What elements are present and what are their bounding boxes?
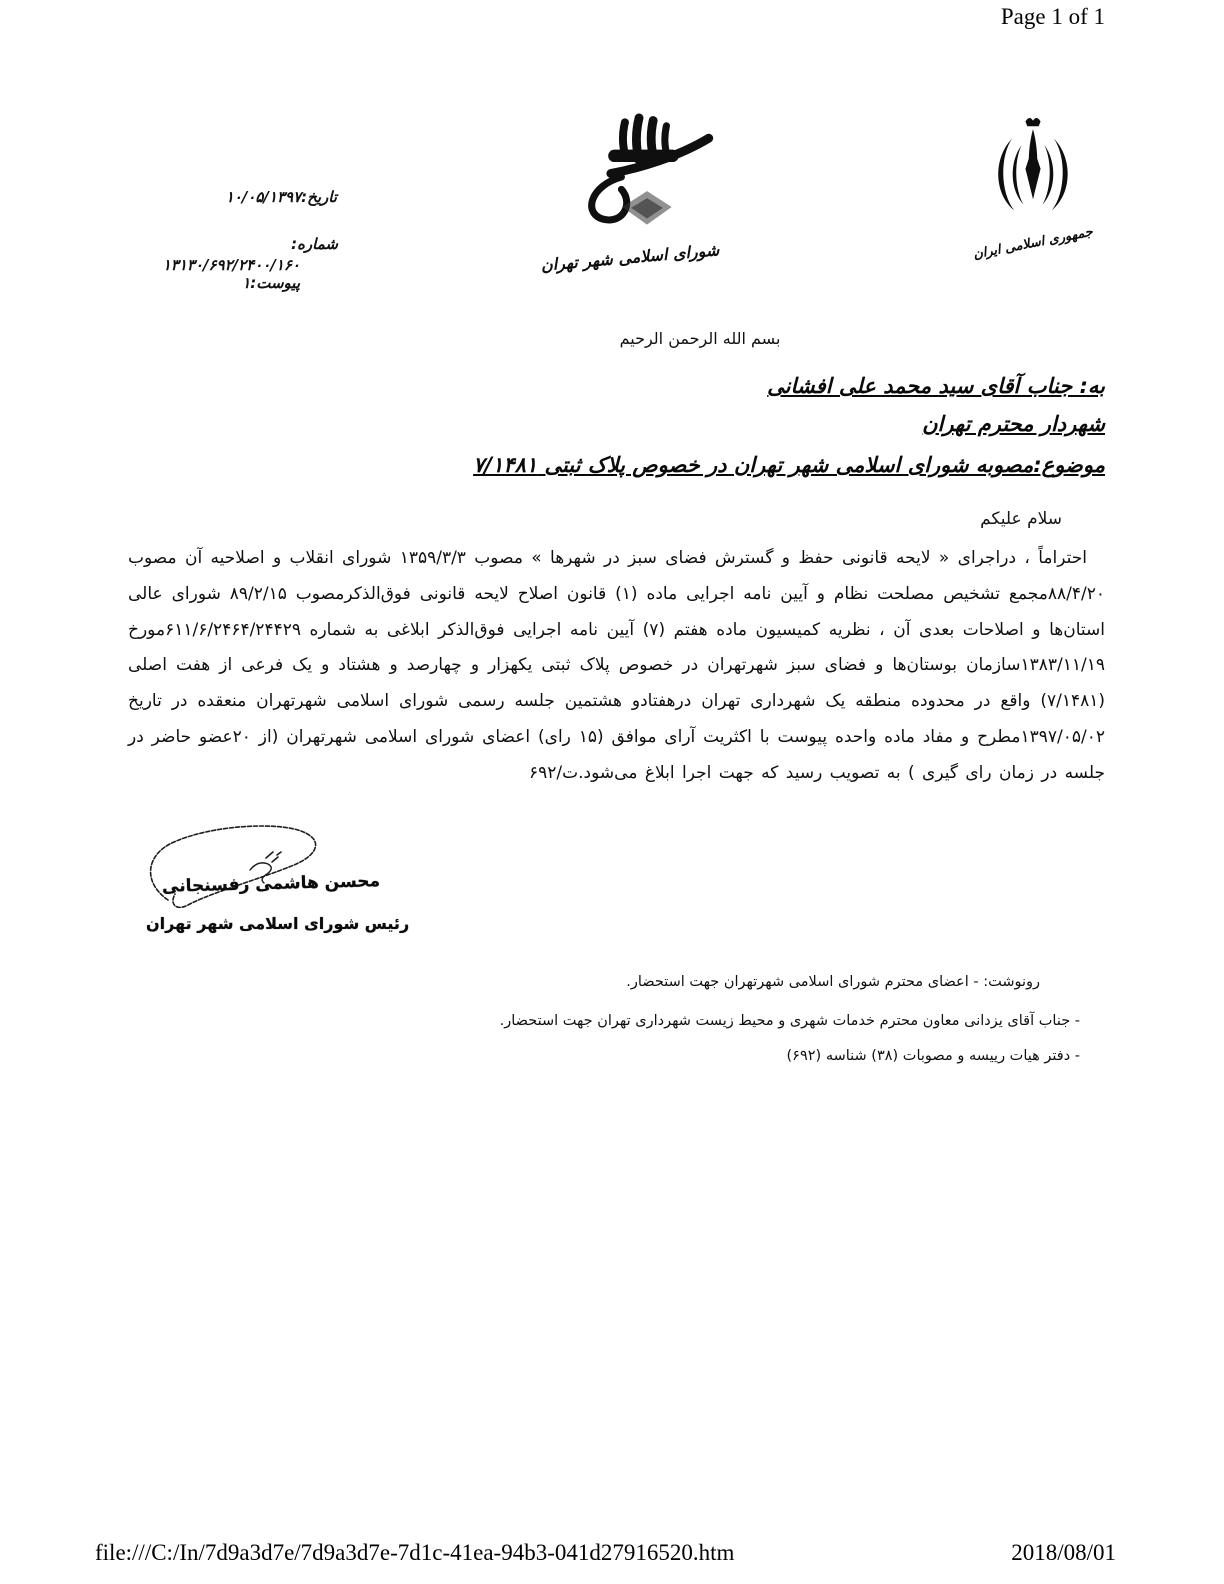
signatory-name: محسن هاشمی رفسنجانی [161, 871, 381, 897]
council-logo-caption: شورای اسلامی شهر تهران [540, 240, 720, 275]
salutation-line: سلام علیکم [980, 509, 1062, 529]
letter-attachment-line: پیوست:۱ [242, 274, 300, 292]
cc-line: رونوشت: - اعضای محترم شورای اسلامی شهرتهران جهت استحضار. [626, 974, 1040, 990]
signatory-title: رئیس شورای اسلامی شهر تهران [146, 914, 410, 933]
cc-line: - دفتر هیات رییسه و مصوبات (۳۸) شناسه (۶۹۲) [786, 1048, 1080, 1064]
print-date-text: 2018/08/01 [1011, 1540, 1116, 1565]
recipient-to-line: به: جناب آقای سید محمد علی افشانی [767, 374, 1105, 398]
council-logo-block [500, 112, 760, 275]
file-url-text: file:///C:/In/7d9a3d7e/7d9a3d7e-7d1c-41ea-94b3-041d27916520.htm [95, 1540, 735, 1565]
iran-national-emblem-block [948, 114, 1118, 263]
recipient-title-line: شهردار محترم تهران [922, 412, 1105, 436]
cc-line: - جناب آقای یزدانی معاون محترم خدمات شهری و محیط زیست شهرداری تهران جهت استحضار. [499, 1013, 1080, 1029]
tehran-council-emblem-icon [500, 112, 760, 242]
iran-allah-emblem-icon [948, 114, 1118, 232]
iran-emblem-caption: جمهوری اسلامی ایران [971, 224, 1095, 263]
letter-body-paragraph: احتراماً ، دراجرای « لایحه قانونی حفظ و گسترش فضای سبز در شهرها » مصوب ۱۳۵۹/۳/۳ شورای انقلاب و اصلاحیه آن مصوب ۸۸/۴/۲۰مجمع تشخیص مصلحت نظام و آیین نامه اجرایی ماده (۱) قانون اصلاح لایحه قانونی فوق‌الذکرمصوب ۸۹/۲/۱۵ شورای عالی استان‌ها و اصلاحات بعدی آن ، نظریه کمیسیون ماده هفتم (۷) آیین نامه اجرایی فوق‌الذکر ابلاغی به شماره ۶۱۱/۶/۲۴۶۴/۲۴۴۲۹مورخ ۱۳۸۳/۱۱/۱۹سازمان بوستان‌ها و فضای سبز شهرتهران در خصوص پلاک ثبتی یکهزار و چهارصد و هشتاد و یک فرعی از هفت اصلی (۷/۱۴۸۱) واقع در محدوده منطقه یک شهرداری تهران درهفتادو هشتمین جلسه رسمی شورای اسلامی شهرتهران منعقده در تاریخ ۱۳۹۷/۰۵/۰۲مطرح و مفاد ماده واحده پیوست با اکثریت آرای موافق (۱۵ رای) اعضای شورای اسلامی شهرتهران (از ۲۰عضو حاضر در جلسه در زمان رای گیری ) به تصویب رسید که جهت اجرا ابلاغ می‌شود.ت/۶۹۲ [128, 548, 1105, 783]
letter-date-line: تاریخ:۱۰/۰۵/۱۳۹۷ [225, 188, 337, 206]
print-page-indicator: Page 1 of 1 [1000, 4, 1105, 29]
cc-distribution-block [500, 972, 1080, 1066]
print-footer [95, 1540, 1116, 1566]
letter-number-label: شماره: [291, 235, 338, 253]
letter-number-value: ۱۳۱۳۰/۶۹۲/۲۴۰۰/۱۶۰ [162, 256, 300, 274]
letterhead-meta [150, 188, 352, 292]
recipient-block [473, 372, 1105, 480]
subject-line: موضوع:مصوبه شورای اسلامی شهر تهران در خصوص پلاک ثبتی ۷/۱۴۸۱ [473, 453, 1105, 477]
basmala-line: بسم الله الرحمن الرحيم [619, 329, 781, 348]
handwritten-signature-icon [138, 820, 328, 924]
